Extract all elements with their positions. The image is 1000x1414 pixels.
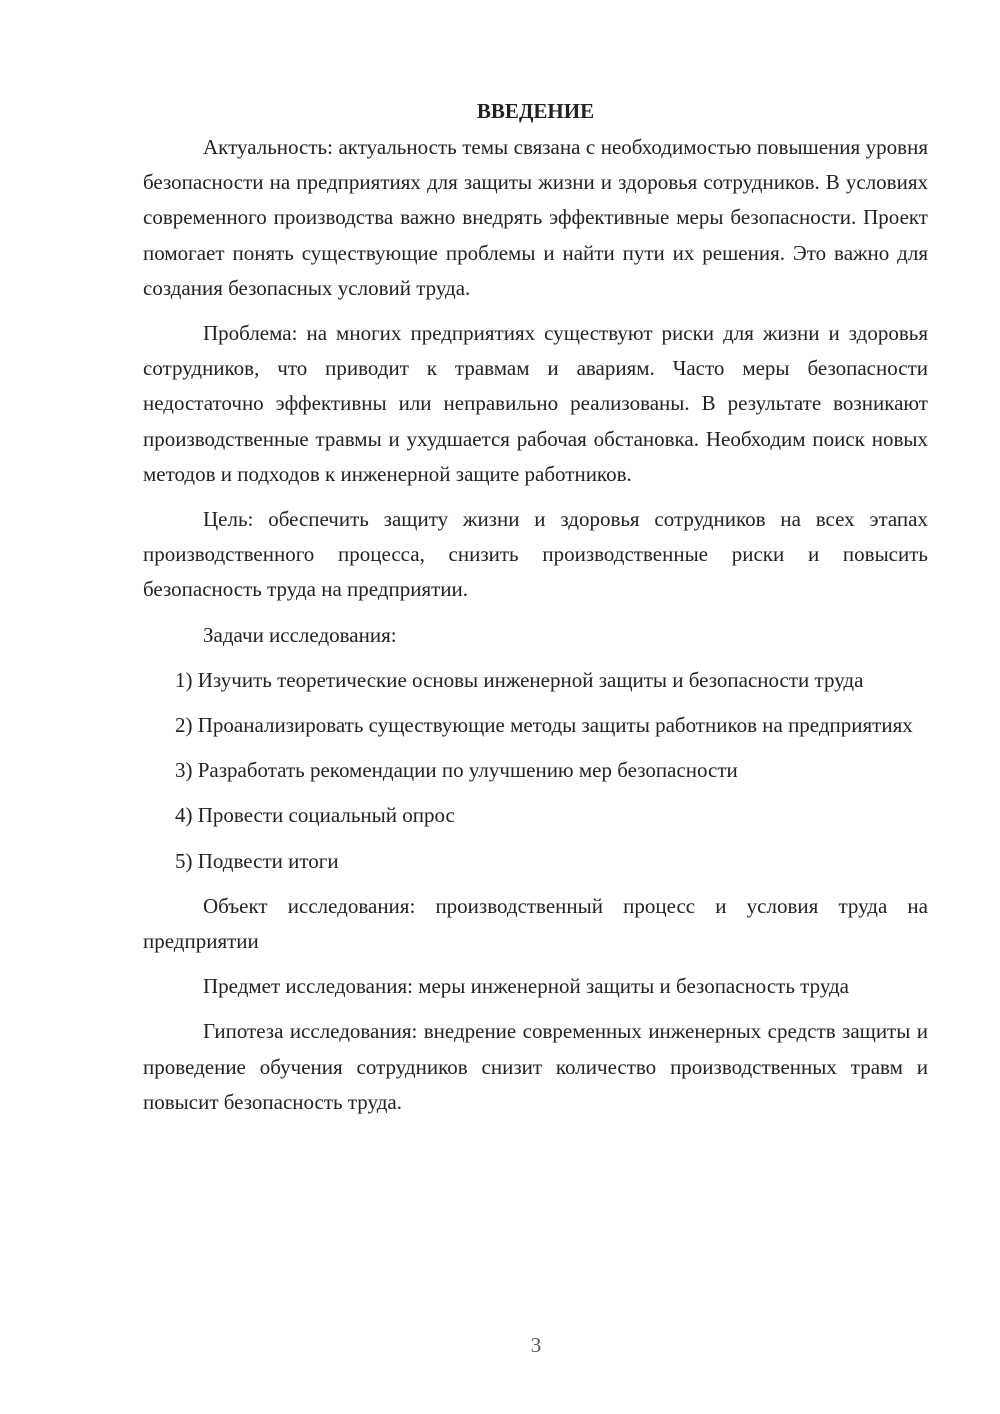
hypothesis-paragraph: Гипотеза исследования: внедрение современных инженерных средств защиты и проведение обучения сотрудников снизит количество производственных травм и повысит безопасность труда. bbox=[143, 1019, 928, 1114]
tasks-title: Задачи исследования: bbox=[203, 622, 397, 647]
task-item-1: 1) Изучить теоретические основы инженерной защиты и безопасности труда bbox=[175, 667, 864, 692]
object-paragraph: Объект исследования: производственный процесс и условия труда на предприятии bbox=[143, 893, 928, 954]
relevance-paragraph: Актуальность: актуальность темы связана с необходимостью повышения уровня безопасности на предприятиях для защиты жизни и здоровья сотрудников. В условиях современного производства важно внедрять эффективные меры безопасности. Проект помогает понять существующие проблемы и найти пути их решения. Это важно для создания безопасных условий труда. bbox=[143, 135, 928, 300]
task-item-2: 2) Проанализировать существующие методы защиты работников на предприятиях bbox=[175, 713, 913, 738]
task-item-4: 4) Провести социальный опрос bbox=[175, 803, 455, 828]
goal-paragraph: Цель: обеспечить защиту жизни и здоровья сотрудников на всех этапах производственного процесса, снизить производственные риски и повысить безопасность труда на предприятии. bbox=[143, 507, 928, 602]
document-page bbox=[143, 96, 928, 1130]
page-number: 3 bbox=[530, 1333, 542, 1357]
task-item-3: 3) Разработать рекомендации по улучшению мер безопасности bbox=[175, 758, 738, 783]
task-item-5: 5) Подвести итоги bbox=[175, 848, 339, 873]
subject-paragraph: Предмет исследования: меры инженерной защиты и безопасность труда bbox=[203, 974, 849, 999]
problem-paragraph: Проблема: на многих предприятиях существуют риски для жизни и здоровья сотрудников, что приводит к травмам и авариям. Часто меры безопасности недостаточно эффективны или неправильно реализованы. В результате возникают производственные травмы и ухудшается рабочая обстановка. Необходим поиск новых методов и подходов к инженерной защите работников. bbox=[143, 321, 928, 486]
document-heading: ВВЕДЕНИЕ bbox=[476, 99, 595, 123]
